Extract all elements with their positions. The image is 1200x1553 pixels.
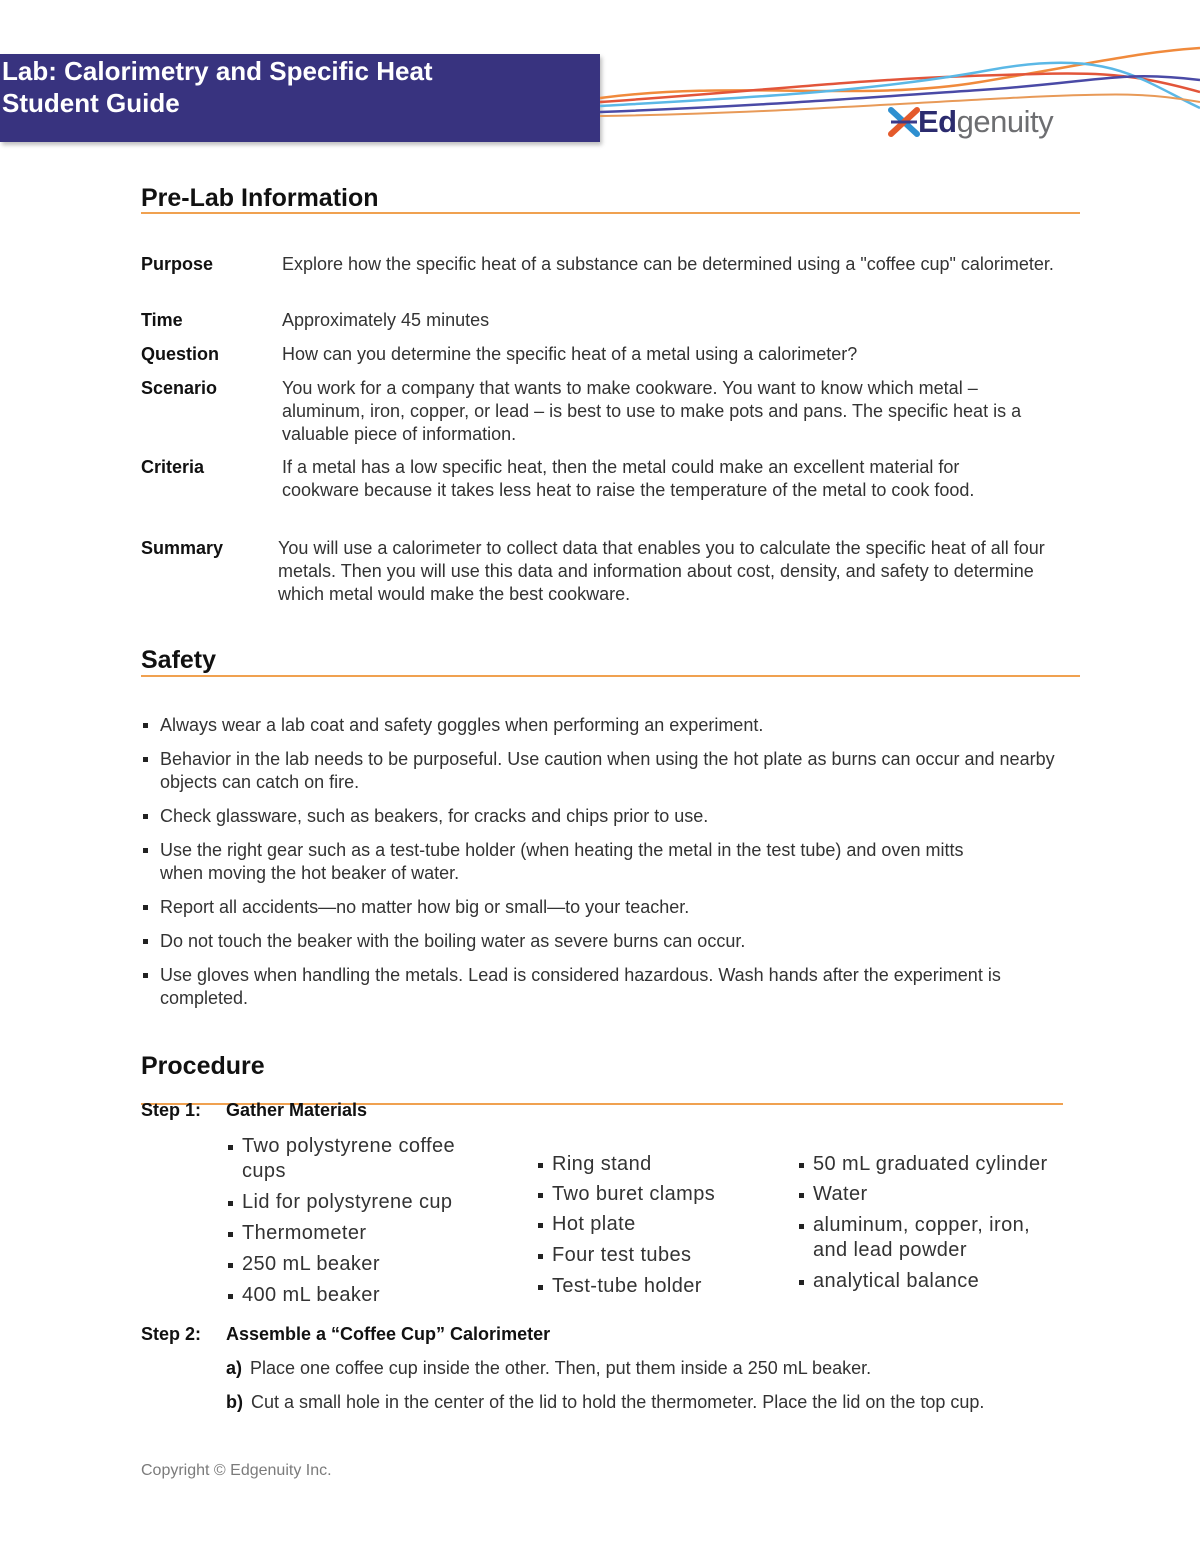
row-value: You will use a calorimeter to collect data that enables you to calculate the specific heat of all four metals. Then you will use this data and information about cost, density, and safety to determine which metal would make the best cookware. — [278, 538, 1045, 604]
step-1-heading — [141, 1100, 367, 1121]
row-label: Question — [141, 344, 220, 364]
list-item: 400 mL beaker — [227, 1283, 487, 1308]
materials-column-3 — [798, 1152, 1078, 1294]
list-item: Behavior in the lab needs to be purposeful. Use caution when using the hot plate as burns can occur and nearby objects can catch on fire. — [141, 748, 1071, 794]
row-value: How can you determine the specific heat of a metal using a calorimeter? — [282, 344, 858, 364]
prelab-rule — [141, 212, 1080, 214]
procedure-heading: Procedure — [141, 1052, 265, 1080]
list-item: Report all accidents—no matter how big or small—to your teacher. — [141, 896, 1071, 919]
edgenuity-logo — [888, 104, 1053, 140]
safety-list — [141, 714, 1071, 1010]
list-item: Two polystyrene coffee cups — [227, 1134, 487, 1184]
row-label: Summary — [141, 538, 224, 558]
logo-text-bold: Ed — [918, 104, 957, 139]
safety-rule — [141, 675, 1080, 677]
list-item: Use gloves when handling the metals. Lead is considered hazardous. Wash hands after the experiment is completed. — [141, 964, 1071, 1010]
list-item: Lid for polystyrene cup — [227, 1190, 487, 1215]
list-item: Do not touch the beaker with the boiling water as severe burns can occur. — [141, 930, 1071, 953]
row-value: Explore how the specific heat of a substance can be determined using a "coffee cup" calorimeter. — [282, 254, 1054, 274]
list-item: 250 mL beaker — [227, 1252, 487, 1277]
list-item: aluminum, copper, iron, and lead powder — [798, 1213, 1058, 1263]
prelab-heading: Pre-Lab Information — [141, 184, 379, 212]
step-number: Step 1: — [141, 1100, 202, 1120]
materials-column-2 — [537, 1152, 777, 1299]
row-label: Criteria — [141, 457, 205, 477]
logo-text-rest: genuity — [956, 104, 1054, 139]
sub-letter: b) — [226, 1392, 243, 1412]
list-item: Check glassware, such as beakers, for cracks and chips prior to use. — [141, 805, 1071, 828]
list-item: analytical balance — [798, 1269, 1078, 1294]
step-number: Step 2: — [141, 1324, 202, 1344]
row-label: Scenario — [141, 378, 218, 398]
step-2-heading — [141, 1324, 550, 1345]
sub-text: Place one coffee cup inside the other. Then, put them inside a 250 mL beaker. — [250, 1358, 872, 1378]
row-label: Purpose — [141, 254, 214, 274]
list-item: 50 mL graduated cylinder — [798, 1152, 1078, 1177]
list-item: Water — [798, 1182, 1078, 1207]
step-2a — [226, 1357, 871, 1380]
list-item: Always wear a lab coat and safety goggles when performing an experiment. — [141, 714, 1071, 737]
document-subtitle: Student Guide — [2, 88, 180, 118]
list-item: Hot plate — [537, 1212, 777, 1237]
step-title: Assemble a “Coffee Cup” Calorimeter — [226, 1324, 551, 1344]
list-item: Four test tubes — [537, 1243, 777, 1268]
materials-column-1 — [227, 1134, 487, 1308]
safety-heading: Safety — [141, 646, 217, 674]
row-label: Time — [141, 310, 183, 330]
copyright-footer: Copyright © Edgenuity Inc. — [141, 1462, 332, 1479]
row-value: If a metal has a low specific heat, then the metal could make an excellent material for cookware because it takes less heat to raise the temperature of the metal to cook food. — [282, 457, 975, 500]
list-item: Thermometer — [227, 1221, 487, 1246]
row-value: You work for a company that wants to make cookware. You want to know which metal – aluminum, iron, copper, or lead – is best to use to make pots and pans. The specific heat is a valuable piece of information. — [282, 378, 1022, 444]
sub-text: Cut a small hole in the center of the lid to hold the thermometer. Place the lid on the top cup. — [251, 1392, 985, 1412]
list-item: Ring stand — [537, 1152, 777, 1177]
sub-letter: a) — [226, 1358, 243, 1378]
title-banner — [0, 54, 600, 142]
step-2b — [226, 1391, 984, 1414]
list-item: Two buret clamps — [537, 1182, 777, 1207]
document-title: Lab: Calorimetry and Specific Heat — [2, 56, 433, 86]
list-item: Test-tube holder — [537, 1274, 777, 1299]
edgenuity-x-icon — [888, 107, 920, 137]
step-title: Gather Materials — [226, 1100, 368, 1120]
list-item: Use the right gear such as a test-tube holder (when heating the metal in the test tube) and oven mitts when moving the hot beaker of water. — [141, 839, 1010, 885]
row-value: Approximately 45 minutes — [282, 310, 490, 330]
